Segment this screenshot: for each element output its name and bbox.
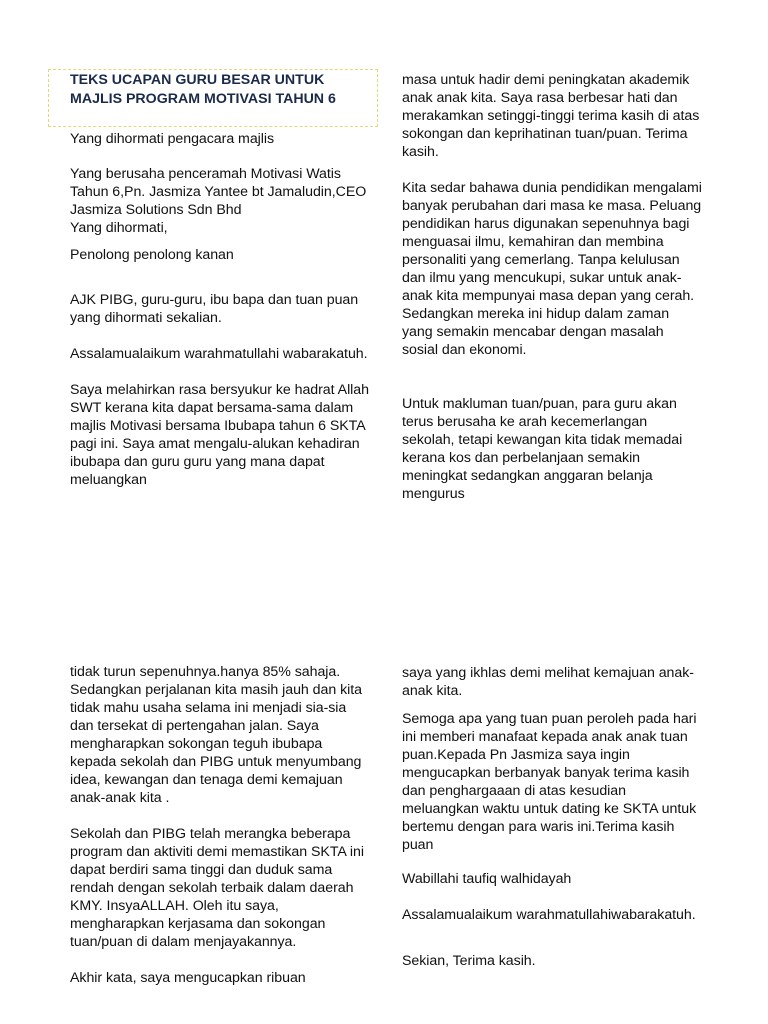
paragraph-benefit: Semoga apa yang tuan puan peroleh pada hari ini memberi manafaat kepada anak anak tuan puan.Kepada Pn Jasmiza saya ingin mengucapkan berbanyak banyak terima kasih dan penghargaaan di atas kesudian meluangkan waktu untuk dating ke SKTA untuk bertemu dengan para waris ini.Terima kasih puan: [402, 711, 697, 853]
paragraph-greeting-emcee: Yang dihormati pengacara majlis: [70, 131, 275, 147]
paragraph-finance: Untuk makluman tuan/puan, para guru akan terus berusaha ke arah kecemerlangan sekolah, tetapi kewangan kita tidak memadai kerana kos dan perbelanjaan semakin meningkat sedangkan anggaran belanja mengurus: [402, 396, 683, 502]
paragraph-greeting-pibg: AJK PIBG, guru-guru, ibu bapa dan tuan puan yang dihormati sekalian.: [70, 292, 359, 326]
page1-left-column: [70, 130, 370, 489]
page2-left-column: [70, 663, 370, 987]
paragraph-thanks: masa untuk hadir demi peningkatan akademik anak anak kita. Saya rasa berbesar hati dan merakamkan setinggi-tinggi terima kasih di atas sokongan dan keprihatinan tuan/puan. Terima kasih.: [402, 72, 700, 160]
paragraph-salam: Assalamualaikum warahmatullahi wabarakatuh.: [70, 346, 368, 362]
paragraph-programs: Sekolah dan PIBG telah merangka beberapa program dan aktiviti demi memastikan SKTA ini dapat berdiri sama tinggi dan duduk sama rendah dengan sekolah terbaik dalam daerah KMY. InsyaALLAH. Oleh itu saya, mengharapkan kerjasama dan sokongan tuan/puan di dalam menjayakannya.: [70, 826, 364, 950]
paragraph-education-change: Kita sedar bahawa dunia pendidikan mengalami banyak perubahan dari masa ke masa. Peluang pendidikan harus digunakan sepenuhnya bagi menguasai ilmu, kemahiran dan membina personaliti yang cemerlang. Tanpa kelulusan dan ilmu yang mencukupi, sukar untuk anak-anak kita mempunyai masa depan yang cerah. Sedangkan mereka ini hidup dalam zaman yang semakin mencabar dengan masalah sosial dan ekonomi.: [402, 180, 702, 358]
page2-right-column: [402, 664, 702, 970]
document-title: TEKS UCAPAN GURU BESAR UNTUK MAJLIS PROGRAM MOTIVASI TAHUN 6: [70, 72, 336, 107]
paragraph-closing: Akhir kata, saya mengucapkan ribuan: [70, 970, 306, 986]
paragraph-gratitude: Saya melahirkan rasa bersyukur ke hadrat Allah SWT kerana kita dapat bersama-sama dalam majlis Motivasi bersama Ibubapa tahun 6 SKTA pagi ini. Saya amat mengalu-alukan kehadiran ibubapa dan guru guru yang mana dapat meluangkan: [70, 382, 369, 488]
paragraph-greeting-speaker: Yang berusaha penceramah Motivasi Watis Tahun 6,Pn. Jasmiza Yantee bt Jamaludin,CEO Jasmiza Solutions Sdn Bhd Yang dihormati,: [70, 166, 367, 236]
paragraph-sekian: Sekian, Terima kasih.: [402, 953, 536, 969]
paragraph-wabillahi: Wabillahi taufiq walhidayah: [402, 871, 572, 887]
paragraph-support: tidak turun sepenuhnya.hanya 85% sahaja. Sedangkan perjalanan kita masih jauh dan kita tidak mahu usaha selama ini menjadi sia-sia dan tersekat di pertengahan jalan. Saya mengharapkan sokongan teguh ibubapa kepada sekolah dan PIBG untuk menyumbang idea, kewangan dan tenaga demi kemajuan anak-anak kita .: [70, 664, 362, 806]
paragraph-sincere: saya yang ikhlas demi melihat kemajuan anak-anak kita.: [402, 665, 694, 699]
paragraph-closing-salam: Assalamualaikum warahmatullahiwabarakatuh.: [402, 907, 696, 923]
page1-right-column: [402, 71, 702, 503]
paragraph-greeting-assistants: Penolong penolong kanan: [70, 247, 234, 263]
